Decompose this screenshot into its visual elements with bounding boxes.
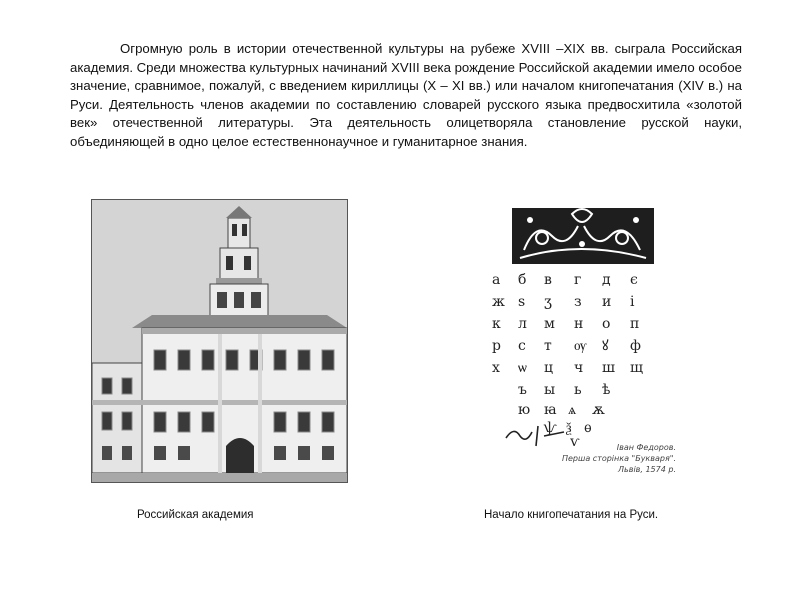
alphabet-letter: ꙋ xyxy=(602,338,609,354)
academy-building-photo xyxy=(91,199,348,483)
alphabet-letter: ц xyxy=(544,360,554,376)
alphabet-letter: ю xyxy=(518,402,531,418)
printing-caption: Начало книгопечатания на Руси. xyxy=(484,509,659,521)
alphabet-letter: ѧ xyxy=(568,402,577,418)
alphabet-letter: ш xyxy=(602,360,616,376)
alphabet-letter: с xyxy=(518,338,526,354)
alphabet-letter: г xyxy=(574,272,582,288)
alphabet-letter: р xyxy=(492,338,501,354)
alphabet-letter: ч xyxy=(574,360,584,376)
primer-page-image xyxy=(480,200,680,480)
alphabet-letter: і xyxy=(630,294,635,310)
alphabet-letter: ѱ xyxy=(544,420,557,436)
inscription-line: Іван Федоров. xyxy=(616,443,676,452)
alphabet-letter: ѫ xyxy=(592,402,605,418)
alphabet-letter: к xyxy=(492,316,501,332)
alphabet-letter: л xyxy=(518,316,527,332)
alphabet-letter: т xyxy=(544,338,552,354)
alphabet-letter: ѵ xyxy=(570,434,580,450)
alphabet-letter: а xyxy=(492,272,501,288)
alphabet-letter: щ xyxy=(630,360,644,376)
alphabet-letter: є xyxy=(630,272,638,288)
alphabet-letter: в xyxy=(544,272,552,288)
alphabet-letter: ѹ xyxy=(574,338,587,354)
alphabet-letter: ꙗ xyxy=(544,402,557,418)
alphabet-letter: п xyxy=(630,316,640,332)
alphabet-letter: ж xyxy=(492,294,505,310)
alphabet-letter: ѕ xyxy=(518,294,526,310)
academy-caption: Российская академия xyxy=(137,509,254,521)
alphabet-letter: ѣ xyxy=(602,382,611,398)
alphabet-letter: ѯ xyxy=(566,420,572,436)
alphabet-letter: д xyxy=(602,272,611,288)
alphabet-letter: ф xyxy=(630,338,641,354)
alphabet-letter: о xyxy=(602,316,611,332)
alphabet-letter: ы xyxy=(544,382,556,398)
main-paragraph: Огромную роль в истории отечественной культуры на рубеже XVIII –XIX вв. сыграла Российская академия. Среди множества культурных начинаний XVIII века рождение Российской академии имело особое значение, сравнимое, пожалуй, с введением кириллицы (X – XI вв.) или началом книгопечатания (XIV в.) на Руси. Деятельность членов академии по составлению словарей русского языка предвосхитила «золотой век» отечественной литературы. Эта деятельность олицетворяла становление русской науки, объединяющей в одно целое естественнонаучное и гуманитарное знания. xyxy=(70,41,742,149)
alphabet-letter: ь xyxy=(574,382,582,398)
inscription-line: Львів, 1574 р. xyxy=(618,465,676,474)
alphabet-letter: х xyxy=(492,360,500,376)
alphabet-letter: ѡ xyxy=(518,360,527,376)
alphabet-letter: з xyxy=(574,294,582,310)
alphabet-letter: ѳ xyxy=(584,420,592,436)
alphabet-letter: б xyxy=(518,272,527,288)
inscription-line: Перша сторінка "Букваря". xyxy=(561,454,676,463)
primer-ornament xyxy=(480,200,680,480)
alphabet-letter: ӡ xyxy=(544,294,552,310)
alphabet-letter: и xyxy=(602,294,612,310)
alphabet-letter: м xyxy=(544,316,555,332)
alphabet-letter: н xyxy=(574,316,584,332)
alphabet-letter: ъ xyxy=(518,382,527,398)
